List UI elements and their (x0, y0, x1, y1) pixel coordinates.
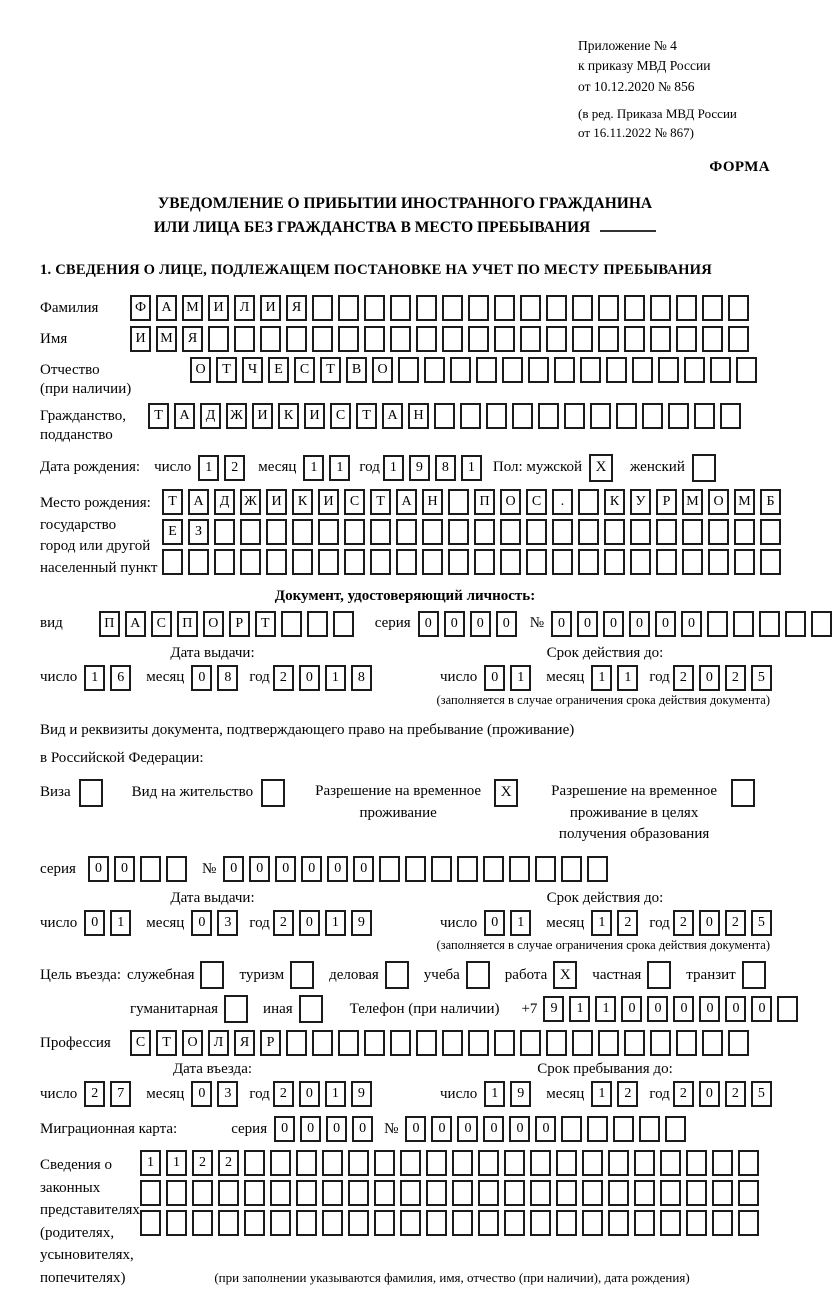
temp-residence-edu-label: Разрешение на временное проживание в целях получения образования (551, 782, 718, 843)
surname-row (40, 295, 770, 321)
birth-day-field[interactable]: 1 2 (198, 455, 250, 481)
doc-expiry-day[interactable]: 0 1 (484, 665, 536, 691)
year-label: год (359, 459, 380, 476)
revision-line: от 16.11.2022 № 867) (578, 125, 695, 141)
month-label: месяц (258, 459, 297, 476)
entry-date-heading: Дата въезда: (172, 1061, 253, 1078)
patronymic-row (40, 357, 770, 399)
stay-until-heading: Срок пребывания до: (537, 1061, 673, 1078)
birth-month-field[interactable]: 1 1 (303, 455, 355, 481)
visit-purpose-label: Цель въезда: (40, 966, 121, 983)
form-title-line2: ИЛИ ЛИЦА БЕЗ ГРАЖДАНСТВА В МЕСТО ПРЕБЫВАНИЯ (153, 218, 591, 236)
visa-option (40, 779, 108, 807)
residence-permit-option (132, 779, 290, 807)
patronymic-label: Отчество (при наличии) (40, 361, 132, 397)
birth-date-label: Дата рождения: (40, 459, 141, 476)
doc-issue-year[interactable]: 2 0 1 8 (273, 665, 377, 691)
purpose-private-checkbox[interactable] (647, 961, 676, 989)
migration-number-field[interactable]: 0 0 0 0 0 0 (405, 1116, 691, 1142)
gender-female-checkbox[interactable] (692, 454, 721, 482)
gender-male-checkbox[interactable]: X (589, 454, 618, 482)
residence-expiry-note: (заполняется в случае ограничения срока действия документа) (436, 938, 770, 953)
residence-doc-intro: Вид и реквизиты документа, подтверждающего право на пребывание (проживание) в Российской Федерации: (40, 721, 575, 767)
surname-label: Фамилия (40, 299, 99, 316)
gender-female-label: женский (630, 459, 685, 476)
residence-expiry-heading: Срок действия до: (546, 890, 664, 907)
doc-expiry-group: Срок действия до: число 0 1 месяц 1 1 год 2 0 2 5 (440, 645, 770, 691)
purpose-work-checkbox[interactable]: X (553, 961, 582, 989)
residence-number-field[interactable]: 0 0 0 0 0 0 (223, 856, 613, 882)
representatives-row1[interactable]: 1 1 2 2 (140, 1150, 764, 1176)
purpose-transit-checkbox[interactable] (742, 961, 771, 989)
day-label: число (154, 459, 192, 476)
birth-place-block (40, 489, 775, 580)
identity-doc-row (40, 611, 770, 637)
entry-year[interactable]: 2 0 1 9 (273, 1081, 377, 1107)
residence-issue-group: Дата выдачи: число 0 1 месяц 0 3 год 2 0 1 9 (40, 890, 385, 936)
purpose-official-checkbox[interactable] (200, 961, 229, 989)
stay-until-day[interactable]: 1 9 (484, 1081, 536, 1107)
form-title-line1: УВЕДОМЛЕНИЕ О ПРИБЫТИИ ИНОСТРАННОГО ГРАЖДАНИНА (157, 194, 653, 212)
doc-issue-heading: Дата выдачи: (170, 644, 255, 661)
doc-expiry-note: (заполняется в случае ограничения срока действия документа) (436, 692, 770, 707)
title-blank-line (600, 220, 656, 232)
number-label: № (529, 615, 544, 632)
entry-date-group: Дата въезда: число 2 7 месяц 0 3 год 2 0 1 9 (40, 1061, 385, 1107)
form-label: ФОРМА (709, 158, 770, 175)
residence-issue-heading: Дата выдачи: (170, 890, 255, 907)
representatives-fields (140, 1150, 764, 1286)
entry-month[interactable]: 0 3 (191, 1081, 243, 1107)
visit-purpose-extra-row: гуманитарная иная Телефон (при наличии) +7 9 1 1 0 0 0 0 0 0 (130, 995, 770, 1023)
representatives-block (40, 1150, 770, 1289)
residence-expiry-month[interactable]: 1 2 (591, 910, 643, 936)
appendix-line: Приложение № 4 (578, 38, 677, 53)
visit-purpose-row: Цель въезда: служебная туризм деловая учеба работа X частная транзит (40, 961, 770, 989)
visa-checkbox[interactable] (79, 779, 108, 807)
temp-residence-edu-checkbox[interactable] (731, 779, 760, 807)
purpose-other-checkbox[interactable] (299, 995, 328, 1023)
temp-residence-option (310, 779, 523, 825)
appendix-line: от 10.12.2020 № 856 (578, 78, 695, 94)
birth-date-row (40, 454, 770, 482)
residence-doc-dates (40, 890, 770, 936)
residence-expiry-day[interactable]: 0 1 (484, 910, 536, 936)
form-title (40, 192, 770, 240)
doc-issue-month[interactable]: 0 8 (191, 665, 243, 691)
residence-doc-series-row: серия 0 0 № 0 0 0 0 0 0 (40, 856, 770, 882)
residence-expiry-group: Срок действия до: число 0 1 месяц 1 2 год 2 0 2 5 (440, 890, 770, 936)
doc-expiry-heading: Срок действия до: (546, 644, 664, 661)
purpose-business-checkbox[interactable] (385, 961, 414, 989)
purpose-humanitarian-checkbox[interactable] (224, 995, 253, 1023)
representatives-note: (при заполнении указываются фамилия, имя, отчество (при наличии), дата рождения) (214, 1270, 690, 1286)
migration-card-label: Миграционная карта: (40, 1120, 178, 1137)
residence-issue-day[interactable]: 0 1 (84, 910, 136, 936)
profession-label: Профессия (40, 1035, 111, 1052)
birth-place-row1[interactable]: Т А Д Ж И К И С Т А Н П О С . К У Р М О М Б (162, 489, 786, 515)
revision-line: (в ред. Приказа МВД России (578, 105, 737, 121)
gender-male-label: Пол: мужской (492, 459, 583, 476)
residence-series-field[interactable]: 0 0 (88, 856, 192, 882)
series-label: серия (374, 615, 411, 632)
birth-place-fields (162, 489, 786, 579)
phone-prefix: +7 (521, 1000, 538, 1017)
first-name-label: Имя (40, 330, 68, 347)
residence-issue-month[interactable]: 0 3 (191, 910, 243, 936)
first-name-row (40, 326, 770, 352)
phone-label: Телефон (при наличии) (349, 1000, 500, 1017)
doc-series-field[interactable]: 0 0 0 0 (418, 611, 522, 637)
residence-permit-label: Вид на жительство (131, 783, 254, 800)
first-name-field[interactable]: И М Я (130, 326, 754, 352)
temp-residence-checkbox[interactable]: X (494, 779, 523, 807)
residence-expiry-year[interactable]: 2 0 2 5 (673, 910, 777, 936)
representatives-row2[interactable] (140, 1180, 764, 1206)
doc-issue-day[interactable]: 1 6 (84, 665, 136, 691)
birth-year-field[interactable]: 1 9 8 1 (383, 455, 487, 481)
doc-type-field[interactable]: П А С П О Р Т (99, 611, 359, 637)
doc-type-label: вид (40, 615, 63, 632)
representatives-label: Сведения о законных представителях (родителях, усыновителях, попечителях) (40, 1157, 140, 1286)
temp-residence-edu-option (545, 779, 760, 846)
entry-day[interactable]: 2 7 (84, 1081, 136, 1107)
doc-expiry-month[interactable]: 1 1 (591, 665, 643, 691)
stay-until-month[interactable]: 1 2 (591, 1081, 643, 1107)
birth-place-row2[interactable]: Е З (162, 519, 786, 545)
doc-number-field[interactable]: 0 0 0 0 0 0 (551, 611, 837, 637)
citizenship-label: Гражданство, подданство (40, 408, 127, 444)
visa-label: Виза (40, 783, 71, 800)
purpose-study-checkbox[interactable] (466, 961, 495, 989)
birth-place-row3[interactable] (162, 549, 786, 575)
appendix-line: к приказу МВД России (578, 58, 711, 74)
stay-until-year[interactable]: 2 0 2 5 (673, 1081, 777, 1107)
purpose-tourism-checkbox[interactable] (290, 961, 319, 989)
birth-place-label: Место рождения: государство город или другой населенный пункт (40, 494, 158, 577)
migration-series-field[interactable]: 0 0 0 0 (274, 1116, 378, 1142)
revision-block (578, 104, 770, 143)
profession-field[interactable]: С Т О Л Я Р (130, 1030, 754, 1056)
phone-field[interactable]: 9 1 1 0 0 0 0 0 0 (543, 996, 803, 1022)
residence-issue-year[interactable]: 2 0 1 9 (273, 910, 377, 936)
profession-row (40, 1030, 770, 1056)
residence-permit-checkbox[interactable] (261, 779, 290, 807)
doc-issue-group: Дата выдачи: число 1 6 месяц 0 8 год 2 0 1 8 (40, 645, 385, 691)
representatives-row3[interactable] (140, 1210, 764, 1236)
citizenship-field[interactable]: Т А Д Ж И К И С Т А Н (148, 403, 746, 429)
section1-heading: 1. СВЕДЕНИЯ О ЛИЦЕ, ПОДЛЕЖАЩЕМ ПОСТАНОВКЕ НА УЧЕТ ПО МЕСТУ ПРЕБЫВАНИЯ (40, 261, 712, 278)
patronymic-field[interactable]: О Т Ч Е С Т В О (190, 357, 762, 383)
entry-dates-row (40, 1061, 770, 1107)
surname-field[interactable]: Ф А М И Л И Я (130, 295, 754, 321)
temp-residence-label: Разрешение на временное проживание (315, 782, 482, 821)
stay-until-group: Срок пребывания до: число 1 9 месяц 1 2 год 2 0 2 5 (440, 1061, 770, 1107)
migration-card-row: Миграционная карта: серия 0 0 0 0 № 0 0 0 0 0 0 (40, 1116, 770, 1142)
citizenship-row (40, 403, 770, 445)
identity-doc-heading: Документ, удостоверяющий личность: (274, 587, 536, 604)
residence-doc-types (40, 779, 770, 846)
identity-doc-dates (40, 645, 770, 691)
doc-expiry-year[interactable]: 2 0 2 5 (673, 665, 777, 691)
appendix-block (578, 36, 770, 143)
